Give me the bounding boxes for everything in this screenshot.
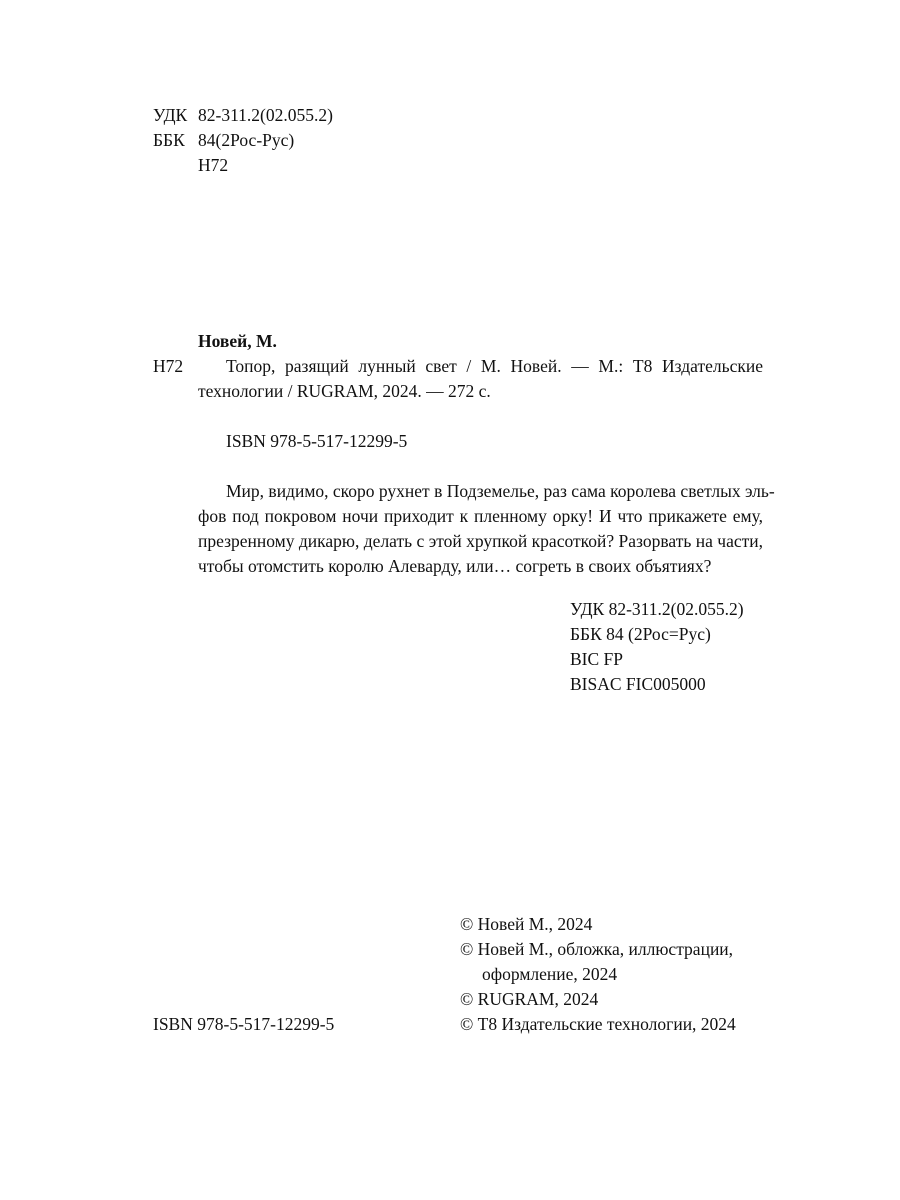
udk-label: УДК [153,105,188,125]
classification-bbk: ББК 84 (2Рос=Рус) [570,624,711,644]
entry-isbn: ISBN 978-5-517-12299-5 [226,431,408,451]
author-heading: Новей, М. [198,331,277,351]
udk-value: 82-311.2(02.055.2) [198,105,333,125]
description-line-1: Топор, разящий лунный свет / М. Новей. — М.: Т8 Издательские [226,356,763,376]
classification-udk: УДК 82-311.2(02.055.2) [570,599,744,619]
bbk-value: 84(2Рос-Рус) [198,130,295,150]
description-line-2: технологии / RUGRAM, 2024. — 272 с. [198,381,491,401]
copyright-cover-line-2: оформление, 2024 [482,964,618,984]
annotation-line-4: чтобы отомстить королю Алеварду, или… согреть в своих объятиях? [198,556,712,576]
bottom-isbn: ISBN 978-5-517-12299-5 [153,1014,335,1034]
bbk-label: ББК [153,130,185,150]
copyright-author: © Новей М., 2024 [460,914,593,934]
copyright-cover-line-1: © Новей М., обложка, иллюстрации, [460,939,734,959]
author-mark: Н72 [198,155,229,175]
copyright-rugram: © RUGRAM, 2024 [460,989,599,1009]
copyright-publisher: © Т8 Издательские технологии, 2024 [460,1014,736,1034]
annotation-line-2: фов под покровом ночи приходит к пленному орку! И что прикажете ему, [198,506,763,526]
classification-bic: BIC FP [570,649,624,669]
annotation-line-1: Мир, видимо, скоро рухнет в Подземелье, раз сама королева светлых эль- [226,481,775,501]
classification-bisac: BISAC FIC005000 [570,674,706,694]
annotation-line-3: презренному дикарю, делать с этой хрупкой красоткой? Разорвать на части, [198,531,763,551]
entry-mark: Н72 [153,356,184,376]
